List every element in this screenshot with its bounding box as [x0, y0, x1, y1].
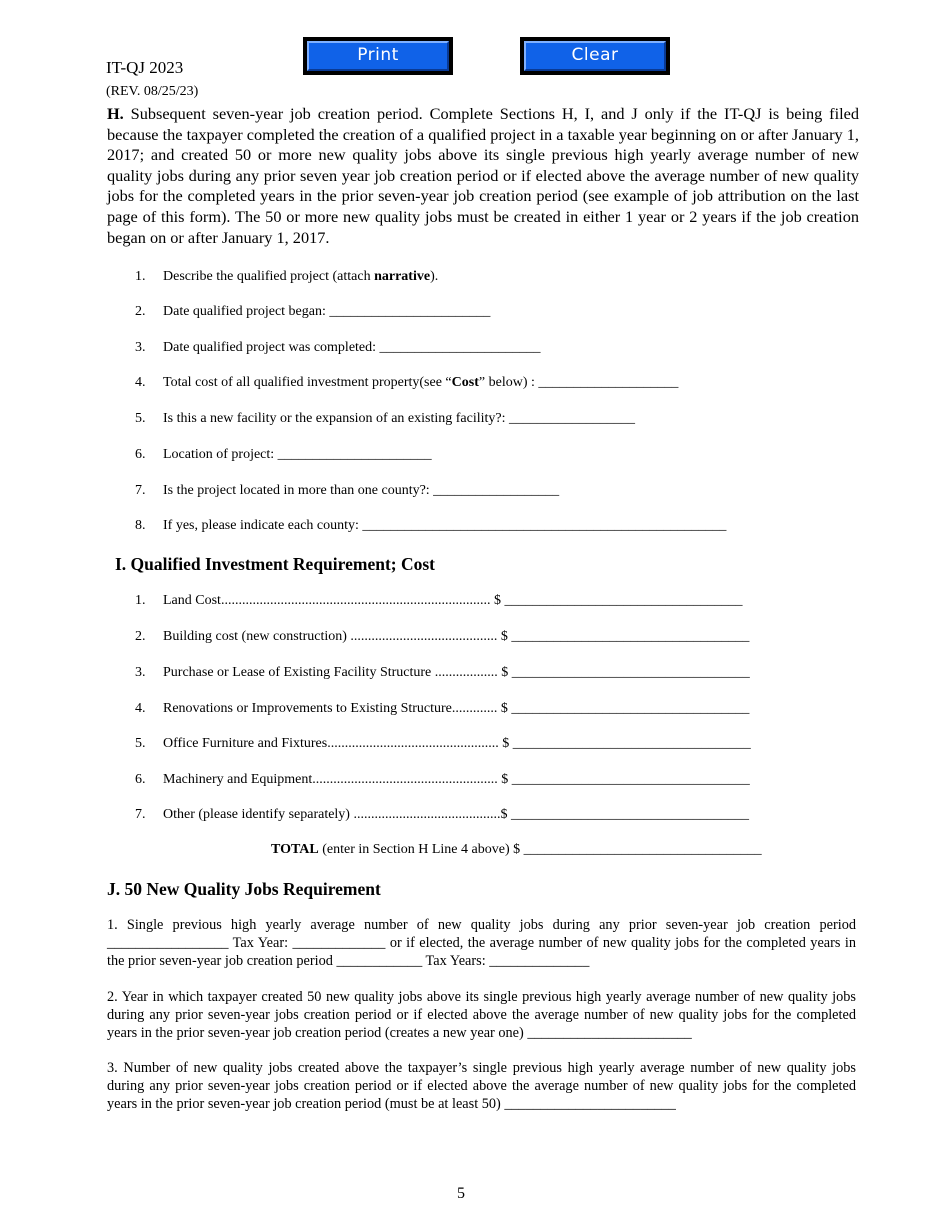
section-j-title: J. 50 New Quality Jobs Requirement — [107, 879, 381, 899]
h-item-4-total-cost[interactable]: Total cost of all qualified investment property(see “Cost” below) : ____________________ — [163, 375, 679, 390]
section-h-text: Subsequent seven-year job creation period. Complete Sections H, I, and J only if the IT-QJ is being filed because the taxpayer completed the creation of a qualified project in a taxable year beginning on or after January 1, 2017; and created 50 or more new quality jobs above its single previous high yearly average number of new quality jobs during any prior seven year job creation period or if elected above the average number of new quality jobs for the completed years in the prior seven-year job creation period (see example of job attribution on the last page of this form). The 50 or more new quality jobs must be created in either 1 year or 2 years if the job creation began on or after January 1, 2017. — [107, 104, 859, 247]
i-item-number: 4. — [135, 701, 146, 716]
clear-button-label: Clear — [524, 41, 666, 71]
i-item-number: 2. — [135, 629, 146, 644]
print-button[interactable] — [303, 37, 453, 75]
i-item-number: 7. — [135, 807, 146, 822]
i-item-number: 5. — [135, 736, 146, 751]
print-button-label: Print — [307, 41, 449, 71]
form-id: IT-QJ 2023 — [106, 58, 184, 77]
i-item-purchase-lease[interactable]: Purchase or Lease of Existing Facility Structure .................. $ __________________________________ — [163, 665, 750, 680]
h-item-1: Describe the qualified project (attach narrative). — [163, 269, 439, 284]
i-total[interactable]: TOTAL (enter in Section H Line 4 above) $ __________________________________ — [271, 842, 762, 857]
h-item-number: 3. — [135, 340, 146, 355]
i-item-furniture[interactable]: Office Furniture and Fixtures................................................. $ __________________________________ — [163, 736, 751, 751]
j-item-2[interactable]: 2. Year in which taxpayer created 50 new quality jobs above its single previous high yearly average number of new quality jobs during any prior seven-year jobs creation period or if elected above the average number of new quality jobs for the completed years in the prior seven-year job creation period (creates a new year one) _______________________ — [107, 989, 856, 1041]
section-h-intro — [107, 104, 859, 248]
i-item-land-cost[interactable]: Land Cost............................................................................. $ __________________________________ — [163, 593, 743, 608]
j-item-3[interactable]: 3. Number of new quality jobs created above the taxpayer’s single previous high yearly average number of new quality jobs during any prior seven-year jobs creation period or if elected above the average number of new quality jobs for the completed years in the prior seven-year job creation period (must be at least 50) ________________________ — [107, 1060, 856, 1112]
h-item-7-multi-county[interactable]: Is the project located in more than one county?: __________________ — [163, 483, 560, 498]
i-item-renovations[interactable]: Renovations or Improvements to Existing Structure............. $ __________________________________ — [163, 701, 750, 716]
section-h-label: H. — [107, 104, 124, 123]
revision-date: (REV. 08/25/23) — [106, 84, 199, 99]
h-item-6-location[interactable]: Location of project: ______________________ — [163, 447, 432, 462]
h-item-3-date-completed[interactable]: Date qualified project was completed: _______________________ — [163, 340, 541, 355]
clear-button[interactable] — [520, 37, 670, 75]
i-item-number: 1. — [135, 593, 146, 608]
h-item-number: 2. — [135, 304, 146, 319]
h-item-number: 8. — [135, 518, 146, 533]
i-item-number: 3. — [135, 665, 146, 680]
i-item-machinery[interactable]: Machinery and Equipment..................................................... $ __________________________________ — [163, 772, 750, 787]
h-item-number: 6. — [135, 447, 146, 462]
page-number: 5 — [457, 1185, 465, 1202]
h-item-number: 4. — [135, 375, 146, 390]
i-item-other[interactable]: Other (please identify separately) ..........................................$ __________________________________ — [163, 807, 749, 822]
j-item-1[interactable]: 1. Single previous high yearly average number of new quality jobs during any prior seven-year job creation period _________________ Tax Year: _____________ or if elected, the average number of new quality jobs for the completed years in the prior seven-year job creation period ____________ Tax Years: ______________ — [107, 917, 856, 969]
i-item-number: 6. — [135, 772, 146, 787]
h-item-number: 7. — [135, 483, 146, 498]
h-item-number: 1. — [135, 269, 146, 284]
h-item-5-facility-type[interactable]: Is this a new facility or the expansion of an existing facility?: __________________ — [163, 411, 636, 426]
section-i-title: I. Qualified Investment Requirement; Cost — [115, 554, 436, 574]
h-item-2-date-began[interactable]: Date qualified project began: _______________________ — [163, 304, 491, 319]
i-item-building-cost[interactable]: Building cost (new construction) .......................................... $ __________________________________ — [163, 629, 750, 644]
h-item-8-counties[interactable]: If yes, please indicate each county: ____________________________________________________ — [163, 518, 727, 533]
h-item-number: 5. — [135, 411, 146, 426]
